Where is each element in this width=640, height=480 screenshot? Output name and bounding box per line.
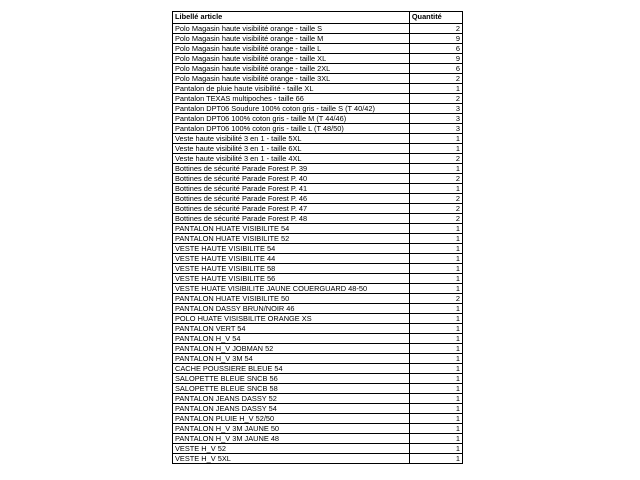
table-row [173,83,463,93]
article-label-cell: PANTALON PLUIE H_V 52/50 [173,413,410,423]
quantity-cell: 1 [409,343,462,353]
header-label: Libellé article [173,12,410,24]
table-row [173,143,463,153]
table-row [173,53,463,63]
table-row [173,123,463,133]
article-label-cell: Bottines de sécurité Parade Forest P. 40 [173,173,410,183]
article-label-cell: Polo Magasin haute visibilité orange - taille XL [173,53,410,63]
article-label-cell: Polo Magasin haute visibilité orange - taille S [173,23,410,33]
quantity-cell: 1 [409,383,462,393]
table-row [173,93,463,103]
table-row [173,153,463,163]
table-row [173,133,463,143]
article-label-cell: PANTALON H_V 3M JAUNE 48 [173,433,410,443]
quantity-cell: 6 [409,43,462,53]
article-label-cell: PANTALON JEANS DASSY 54 [173,403,410,413]
table-row [173,23,463,33]
table-row [173,73,463,83]
quantity-cell: 1 [409,303,462,313]
article-table [172,11,463,464]
article-label-cell: Bottines de sécurité Parade Forest P. 47 [173,203,410,213]
table-row [173,413,463,423]
article-label-cell: CACHE POUSSIERE BLEUE 54 [173,363,410,373]
quantity-cell: 2 [409,153,462,163]
article-label-cell: Polo Magasin haute visibilité orange - taille 3XL [173,73,410,83]
article-label-cell: Veste haute visibilité 3 en 1 - taille 4XL [173,153,410,163]
table-row [173,453,463,463]
article-label-cell: VESTE HUATE VISIBILITE JAUNE COUERGUARD 48-50 [173,283,410,293]
article-label-cell: Polo Magasin haute visibilité orange - taille 2XL [173,63,410,73]
quantity-cell: 3 [409,123,462,133]
quantity-cell: 1 [409,443,462,453]
table-row [173,293,463,303]
article-label-cell: Pantalon DPT06 100% coton gris - taille L (T 48/50) [173,123,410,133]
article-label-cell: Bottines de sécurité Parade Forest P. 46 [173,193,410,203]
article-label-cell: PANTALON JEANS DASSY 52 [173,393,410,403]
article-label-cell: Bottines de sécurité Parade Forest P. 48 [173,213,410,223]
quantity-cell: 2 [409,193,462,203]
article-label-cell: PANTALON HUATE VISIBILITE 54 [173,223,410,233]
quantity-cell: 1 [409,313,462,323]
table-row [173,363,463,373]
table-row [173,343,463,353]
table-row [173,173,463,183]
table-row [173,313,463,323]
article-label-cell: VESTE HAUTE VISIBILITE 54 [173,243,410,253]
article-label-cell: Polo Magasin haute visibilité orange - taille M [173,33,410,43]
table-row [173,403,463,413]
table-row [173,393,463,403]
table-row [173,353,463,363]
table-row [173,253,463,263]
table-row [173,273,463,283]
article-label-cell: PANTALON H_V 3M 54 [173,353,410,363]
article-label-cell: POLO HUATE VISISBILITE ORANGE XS [173,313,410,323]
quantity-cell: 3 [409,113,462,123]
quantity-cell: 1 [409,353,462,363]
quantity-cell: 1 [409,223,462,233]
quantity-cell: 2 [409,23,462,33]
table-row [173,103,463,113]
table-row [173,223,463,233]
quantity-cell: 1 [409,83,462,93]
article-label-cell: PANTALON VERT 54 [173,323,410,333]
quantity-cell: 1 [409,183,462,193]
article-label-cell: VESTE HAUTE VISIBILITE 44 [173,253,410,263]
table-row [173,43,463,53]
quantity-cell: 1 [409,453,462,463]
article-label-cell: SALOPETTE BLEUE SNCB 56 [173,373,410,383]
table-row [173,163,463,173]
table-header-row [173,12,463,24]
table-row [173,303,463,313]
quantity-cell: 2 [409,173,462,183]
quantity-cell: 1 [409,433,462,443]
header-quantity: Quantité [409,12,462,24]
table-row [173,423,463,433]
table-row [173,213,463,223]
quantity-cell: 1 [409,403,462,413]
quantity-cell: 1 [409,393,462,403]
article-label-cell: PANTALON H_V 54 [173,333,410,343]
table-row [173,433,463,443]
article-label-cell: Bottines de sécurité Parade Forest P. 41 [173,183,410,193]
article-label-cell: PANTALON DASSY BRUN/NOIR 46 [173,303,410,313]
article-label-cell: VESTE H_V 52 [173,443,410,453]
article-label-cell: SALOPETTE BLEUE SNCB 58 [173,383,410,393]
quantity-cell: 1 [409,413,462,423]
quantity-cell: 1 [409,243,462,253]
article-label-cell: Bottines de sécurité Parade Forest P. 39 [173,163,410,173]
table-row [173,373,463,383]
article-label-cell: Pantalon DPT06 100% coton gris - taille M (T 44/46) [173,113,410,123]
table-row [173,263,463,273]
quantity-cell: 1 [409,423,462,433]
article-label-cell: PANTALON HUATE VISIBILITE 50 [173,293,410,303]
article-label-cell: VESTE H_V 5XL [173,453,410,463]
quantity-cell: 1 [409,133,462,143]
quantity-cell: 2 [409,213,462,223]
quantity-cell: 6 [409,63,462,73]
quantity-cell: 1 [409,253,462,263]
quantity-cell: 3 [409,103,462,113]
quantity-cell: 1 [409,283,462,293]
quantity-cell: 1 [409,373,462,383]
article-label-cell: PANTALON H_V JOBMAN 52 [173,343,410,353]
article-label-cell: PANTALON H_V 3M JAUNE 50 [173,423,410,433]
table-row [173,283,463,293]
article-label-cell: Pantalon de pluie haute visibilité - taille XL [173,83,410,93]
quantity-cell: 1 [409,273,462,283]
table-row [173,243,463,253]
quantity-cell: 2 [409,73,462,83]
article-label-cell: Veste haute visibilité 3 en 1 - taille 5XL [173,133,410,143]
table-row [173,63,463,73]
table-row [173,183,463,193]
table-row [173,383,463,393]
table-row [173,33,463,43]
quantity-cell: 1 [409,143,462,153]
quantity-cell: 9 [409,33,462,43]
article-label-cell: VESTE HAUTE VISIBILITE 58 [173,263,410,273]
article-label-cell: Pantalon TEXAS multipoches - taille 66 [173,93,410,103]
quantity-cell: 1 [409,333,462,343]
quantity-cell: 1 [409,233,462,243]
table-row [173,323,463,333]
table-row [173,233,463,243]
table-row [173,333,463,343]
quantity-cell: 1 [409,363,462,373]
quantity-cell: 2 [409,293,462,303]
article-label-cell: VESTE HAUTE VISIBILITE 56 [173,273,410,283]
quantity-cell: 1 [409,263,462,273]
article-label-cell: Polo Magasin haute visibilité orange - taille L [173,43,410,53]
article-label-cell: Veste haute visibilité 3 en 1 - taille 6XL [173,143,410,153]
article-label-cell: Pantalon DPT06 Soudure 100% coton gris - taille S (T 40/42) [173,103,410,113]
table-row [173,113,463,123]
quantity-cell: 2 [409,93,462,103]
quantity-cell: 9 [409,53,462,63]
table-row [173,443,463,453]
quantity-cell: 2 [409,203,462,213]
article-label-cell: PANTALON HUATE VISIBILITE 52 [173,233,410,243]
table-body [173,23,463,463]
table-row [173,193,463,203]
quantity-cell: 1 [409,323,462,333]
quantity-cell: 1 [409,163,462,173]
table-row [173,203,463,213]
